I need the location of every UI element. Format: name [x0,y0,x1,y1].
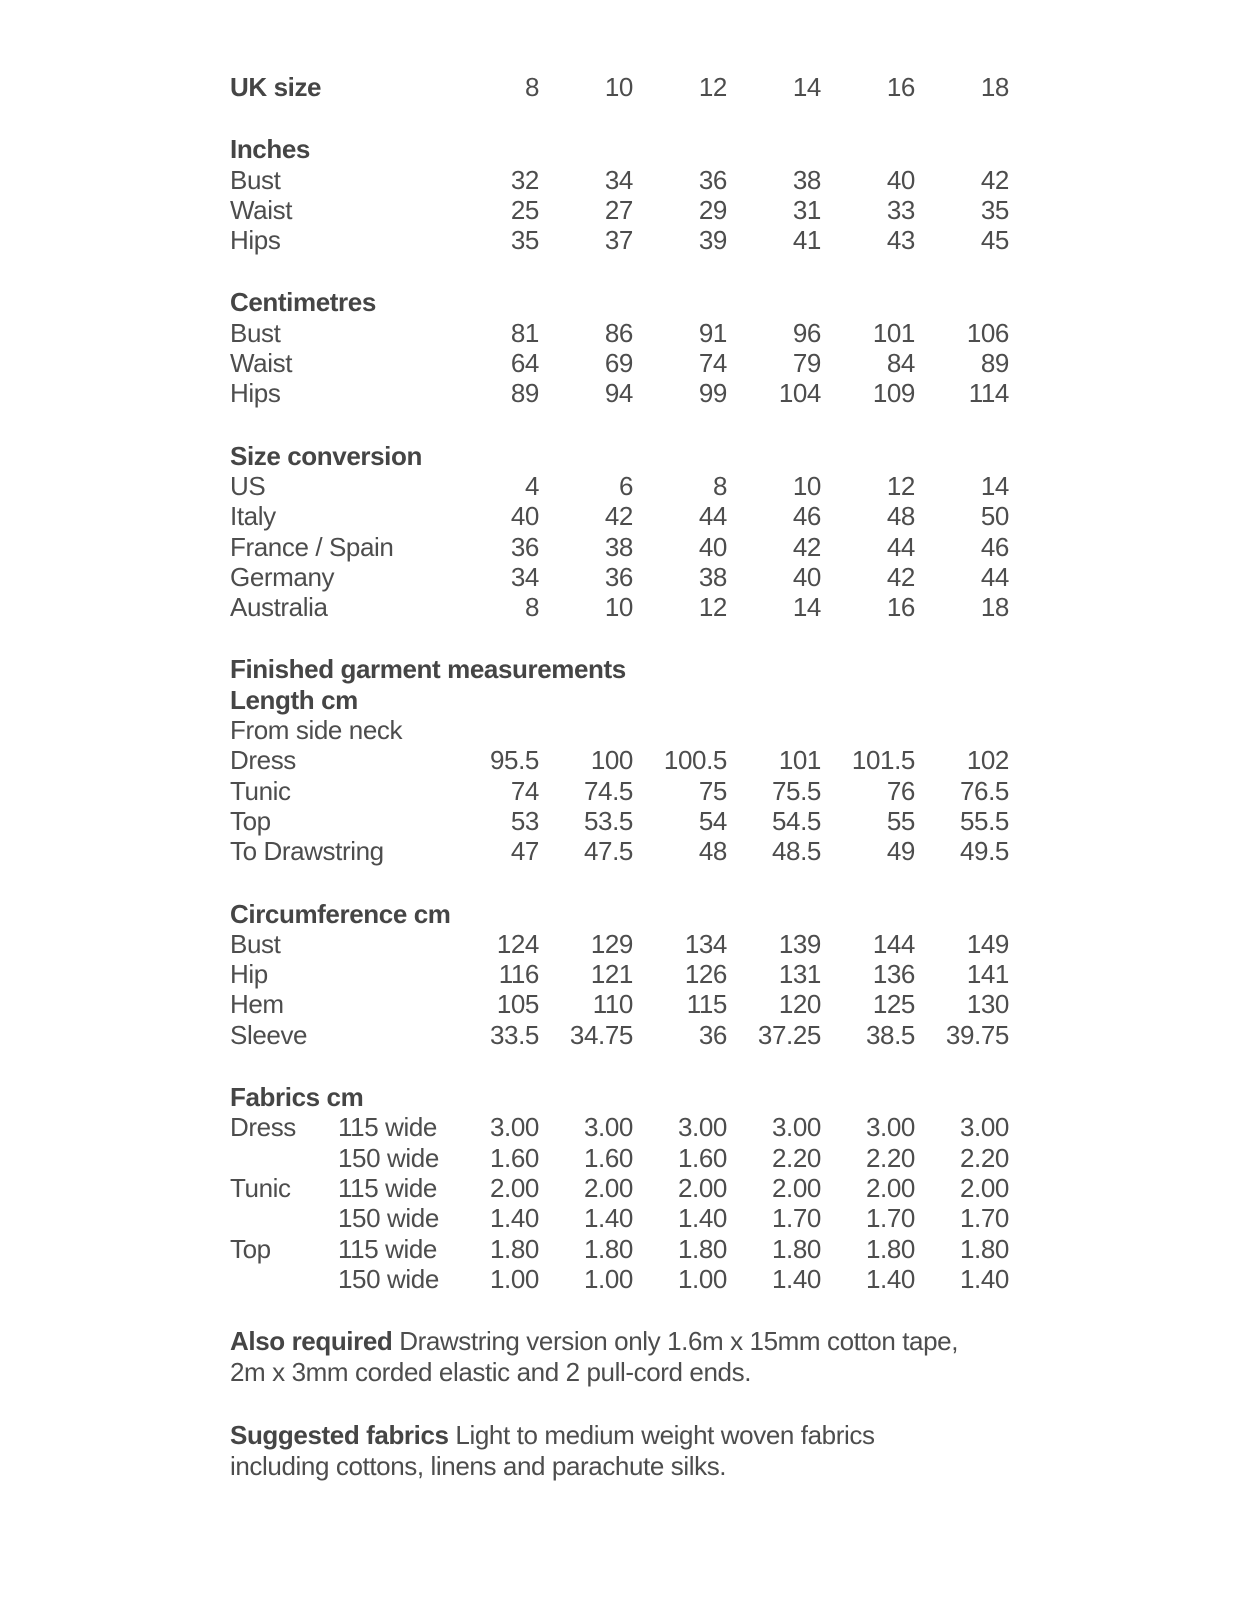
size-value-cell: 94 [604,378,633,409]
row-label [230,1173,445,1203]
table-row [230,959,1009,989]
size-value-cell: 86 [604,317,633,348]
size-value-cell: 48.5 [771,836,821,867]
note-prefix: Suggested fabrics [230,1420,449,1451]
table-row [230,806,1009,836]
row-label [230,1234,445,1264]
section-title: Fabrics cm [230,1082,364,1113]
size-value-cell: 2.20 [865,1142,915,1173]
table-row [230,1234,1009,1264]
table-row [230,348,1009,378]
size-value-cell: 55 [886,805,915,836]
size-value-cell: 48 [698,836,727,867]
row-label: To Drawstring [230,836,384,867]
size-value-cell: 75 [698,775,727,806]
row-label: Australia [230,592,328,623]
uk-size-value: 18 [980,72,1009,102]
size-value-cell: 8 [712,470,727,501]
also-required-note [230,1326,1030,1388]
size-value-cell: 40 [792,561,821,592]
size-value-cell: 101 [872,317,915,348]
size-value-cell: 126 [684,959,727,990]
size-value-cell: 34 [510,561,539,592]
row-label [230,1203,445,1233]
note-line [230,1326,1030,1357]
size-value-cell: 1.40 [771,1263,821,1294]
size-value-cell: 116 [498,959,539,990]
size-value-cell: 99 [698,378,727,409]
size-value-cell: 38 [698,561,727,592]
size-value-cell: 2.00 [771,1172,821,1203]
section-inches [230,134,1009,255]
size-value-cell: 84 [886,348,915,379]
size-value-cell: 40 [510,501,539,532]
row-label: Hip [230,959,268,990]
size-value-cell: 91 [698,317,727,348]
size-value-cell: 55.5 [959,805,1009,836]
table-row [230,1143,1009,1173]
size-value-cell: 50 [980,501,1009,532]
size-value-cell: 115 [686,989,727,1020]
size-value-cell: 46 [792,501,821,532]
size-value-cell: 69 [604,348,633,379]
size-value-cell: 33 [886,194,915,225]
size-value-cell: 36 [698,164,727,195]
size-value-cell: 31 [792,194,821,225]
row-label: Hips [230,378,281,409]
note-text: Drawstring version only 1.6m x 15mm cotton tape, [399,1326,959,1357]
size-value-cell: 3.00 [959,1112,1009,1143]
fabric-width-label: 150 wide [338,1142,439,1173]
size-value-cell: 110 [592,989,633,1020]
size-value-cell: 100.5 [663,745,727,776]
row-label [230,1264,445,1294]
uk-size-value: 10 [604,72,633,102]
size-value-cell: 42 [792,531,821,562]
size-value-cell: 37 [604,225,633,256]
size-value-cell: 1.40 [583,1203,633,1234]
size-value-cell: 136 [872,959,915,990]
size-value-cell: 1.80 [865,1233,915,1264]
size-value-cell: 4 [524,470,539,501]
uk-size-row [230,72,1009,102]
table-row [230,195,1009,225]
size-value-cell: 76.5 [959,775,1009,806]
size-value-cell: 124 [496,928,539,959]
note-line: 2m x 3mm corded elastic and 2 pull-cord ends. [230,1357,752,1388]
note-line [230,1420,1030,1451]
row-label: Dress [230,745,296,776]
row-label: Tunic [230,775,291,806]
size-value-cell: 36 [698,1019,727,1050]
size-value-cell: 2.00 [489,1172,539,1203]
size-value-cell: 89 [510,378,539,409]
table-row [230,225,1009,255]
size-value-cell: 2.20 [959,1142,1009,1173]
size-value-cell: 1.40 [489,1203,539,1234]
table-row [230,165,1009,195]
uk-size-value: 8 [524,72,539,102]
section-note: From side neck [230,715,403,746]
size-value-cell: 8 [524,592,539,623]
section-title: Finished garment measurements [230,654,626,685]
garment-label: Tunic [230,1172,291,1203]
size-value-cell: 1.80 [677,1233,727,1264]
size-value-cell: 39 [698,225,727,256]
size-value-cell: 2.20 [771,1142,821,1173]
row-label: Hips [230,225,281,256]
size-value-cell: 27 [604,194,633,225]
chart-sections [230,134,1009,1294]
size-value-cell: 1.00 [677,1263,727,1294]
size-value-cell: 95.5 [489,745,539,776]
size-value-cell: 42 [604,501,633,532]
uk-size-label: UK size [230,72,322,102]
size-value-cell: 1.40 [677,1203,727,1234]
size-value-cell: 2.00 [583,1172,633,1203]
section-subtitle: Length cm [230,684,358,715]
size-value-cell: 79 [792,348,821,379]
size-value-cell: 43 [886,225,915,256]
size-value-cell: 40 [698,531,727,562]
size-value-cell: 81 [510,317,539,348]
size-value-cell: 44 [886,531,915,562]
size-value-cell: 46 [980,531,1009,562]
table-row [230,501,1009,531]
size-value-cell: 1.80 [489,1233,539,1264]
size-value-cell: 1.60 [677,1142,727,1173]
size-value-cell: 35 [980,194,1009,225]
size-value-cell: 1.60 [583,1142,633,1173]
size-value-cell: 47.5 [583,836,633,867]
size-value-cell: 38.5 [865,1019,915,1050]
size-value-cell: 64 [510,348,539,379]
fabric-width-label: 150 wide [338,1203,439,1234]
size-value-cell: 49 [886,836,915,867]
row-label: Italy [230,501,276,532]
table-row [230,1203,1009,1233]
size-value-cell: 42 [886,561,915,592]
table-row [230,471,1009,501]
section-title: Circumference cm [230,898,451,929]
size-value-cell: 54.5 [771,805,821,836]
size-value-cell: 45 [980,225,1009,256]
size-value-cell: 49.5 [959,836,1009,867]
size-value-cell: 105 [496,989,539,1020]
size-value-cell: 139 [778,928,821,959]
garment-label: Top [230,1233,271,1264]
uk-size-value: 16 [886,72,915,102]
size-value-cell: 47 [510,836,539,867]
size-value-cell: 39.75 [945,1019,1009,1050]
size-value-cell: 2.00 [677,1172,727,1203]
size-value-cell: 121 [590,959,633,990]
size-value-cell: 1.60 [489,1142,539,1173]
table-row [230,532,1009,562]
size-value-cell: 32 [510,164,539,195]
size-value-cell: 109 [872,378,915,409]
size-value-cell: 25 [510,194,539,225]
size-value-cell: 12 [886,470,915,501]
size-value-cell: 12 [698,592,727,623]
size-value-cell: 38 [604,531,633,562]
size-chart [230,72,1009,1294]
size-value-cell: 1.00 [583,1263,633,1294]
size-value-cell: 10 [792,470,821,501]
note-prefix: Also required [230,1326,393,1357]
row-label [230,1143,445,1173]
section-circumference-cm [230,899,1009,1050]
row-label: Waist [230,194,293,225]
size-value-cell: 18 [980,592,1009,623]
size-value-cell: 89 [980,348,1009,379]
size-value-cell: 3.00 [677,1112,727,1143]
size-value-cell: 141 [966,959,1009,990]
size-value-cell: 34.75 [569,1019,633,1050]
table-row [230,776,1009,806]
size-value-cell: 1.70 [771,1203,821,1234]
size-value-cell: 48 [886,501,915,532]
size-value-cell: 101.5 [851,745,915,776]
size-value-cell: 6 [618,470,633,501]
size-value-cell: 74 [510,775,539,806]
size-value-cell: 1.40 [959,1263,1009,1294]
section-finished-garment-measurements [230,654,1009,866]
size-value-cell: 14 [792,592,821,623]
size-value-cell: 74 [698,348,727,379]
size-value-cell: 38 [792,164,821,195]
size-value-cell: 149 [966,928,1009,959]
table-row [230,989,1009,1019]
size-value-cell: 100 [590,745,633,776]
size-value-cell: 35 [510,225,539,256]
size-value-cell: 114 [968,378,1009,409]
table-row [230,745,1009,775]
size-value-cell: 120 [778,989,821,1020]
garment-label: Dress [230,1112,296,1143]
size-value-cell: 44 [698,501,727,532]
row-label: Hem [230,989,284,1020]
size-value-cell: 34 [604,164,633,195]
section-title: Size conversion [230,440,422,471]
table-row [230,1112,1009,1142]
row-label: Germany [230,561,335,592]
table-row [230,929,1009,959]
row-label [230,1112,445,1142]
size-value-cell: 29 [698,194,727,225]
fabric-width-label: 115 wide [338,1112,437,1143]
table-row [230,592,1009,622]
table-row [230,1020,1009,1050]
table-row [230,1173,1009,1203]
size-value-cell: 104 [778,378,821,409]
size-value-cell: 1.00 [489,1263,539,1294]
size-value-cell: 10 [604,592,633,623]
size-value-cell: 74.5 [583,775,633,806]
section-size-conversion [230,441,1009,623]
size-value-cell: 53.5 [583,805,633,836]
size-value-cell: 16 [886,592,915,623]
size-value-cell: 1.40 [865,1263,915,1294]
size-value-cell: 1.80 [771,1233,821,1264]
size-value-cell: 3.00 [865,1112,915,1143]
size-value-cell: 102 [966,745,1009,776]
row-label: Bust [230,928,281,959]
size-value-cell: 53 [510,805,539,836]
section-centimetres [230,287,1009,408]
section-fabrics-cm [230,1082,1009,1294]
size-value-cell: 54 [698,805,727,836]
size-value-cell: 33.5 [489,1019,539,1050]
size-value-cell: 129 [590,928,633,959]
fabric-width-label: 115 wide [338,1172,437,1203]
row-label: Waist [230,348,293,379]
size-value-cell: 1.70 [865,1203,915,1234]
size-value-cell: 101 [778,745,821,776]
size-value-cell: 106 [966,317,1009,348]
size-value-cell: 37.25 [757,1019,821,1050]
size-value-cell: 36 [510,531,539,562]
size-value-cell: 134 [684,928,727,959]
size-value-cell: 2.00 [959,1172,1009,1203]
size-value-cell: 96 [792,317,821,348]
suggested-fabrics-note [230,1420,1030,1482]
size-value-cell: 1.70 [959,1203,1009,1234]
size-value-cell: 40 [886,164,915,195]
size-value-cell: 130 [966,989,1009,1020]
size-value-cell: 1.80 [583,1233,633,1264]
size-value-cell: 125 [872,989,915,1020]
uk-size-value: 14 [792,72,821,102]
size-value-cell: 1.80 [959,1233,1009,1264]
table-row [230,836,1009,866]
note-line: including cottons, linens and parachute silks. [230,1451,727,1482]
section-title: Inches [230,134,310,165]
fabric-width-label: 115 wide [338,1233,437,1264]
row-label: US [230,470,266,501]
size-value-cell: 2.00 [865,1172,915,1203]
size-value-cell: 144 [872,928,915,959]
uk-size-value: 12 [698,72,727,102]
size-value-cell: 41 [792,225,821,256]
row-label: Top [230,805,271,836]
size-value-cell: 75.5 [771,775,821,806]
row-label: France / Spain [230,531,394,562]
size-value-cell: 42 [980,164,1009,195]
table-row [230,562,1009,592]
table-row [230,378,1009,408]
note-text: Light to medium weight woven fabrics [455,1420,875,1451]
fabric-width-label: 150 wide [338,1263,439,1294]
row-label: Bust [230,164,281,195]
row-label: Bust [230,317,281,348]
size-value-cell: 76 [886,775,915,806]
row-label: Sleeve [230,1019,308,1050]
size-value-cell: 14 [980,470,1009,501]
section-title: Centimetres [230,287,376,318]
size-value-cell: 3.00 [583,1112,633,1143]
size-value-cell: 44 [980,561,1009,592]
size-value-cell: 36 [604,561,633,592]
table-row [230,318,1009,348]
table-row [230,1264,1009,1294]
size-value-cell: 131 [778,959,821,990]
size-value-cell: 3.00 [489,1112,539,1143]
size-value-cell: 3.00 [771,1112,821,1143]
